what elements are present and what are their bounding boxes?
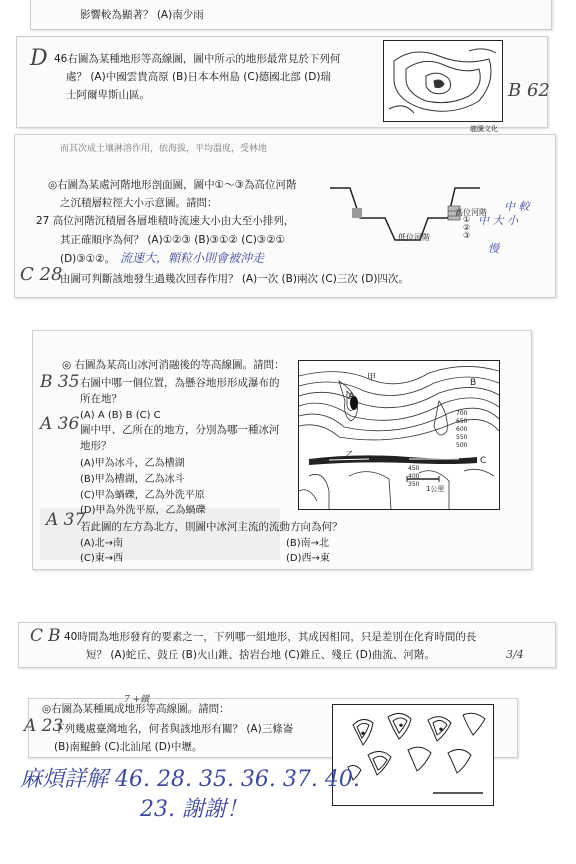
river-terrace-profile-figure: [330, 178, 480, 258]
glacier-contour-350: 350: [408, 481, 420, 488]
q46-answer-mark: D: [30, 46, 48, 71]
q35-answer-mark: B 35: [40, 372, 80, 392]
block2-hand-side-note2: 中 較: [504, 200, 530, 213]
fig-label-low-terrace: 低位河階: [398, 233, 430, 242]
q27-line3: (D)③①②。: [60, 253, 116, 265]
glacier-contour-400: 400: [408, 473, 420, 480]
q46-line2: 處？ (A)中國雲貴高原 (B)日本本州島 (C)德國北部 (D)瑞: [66, 71, 331, 83]
handwritten-request-line2: 23. 謝謝！: [140, 797, 248, 822]
q28-answer-mark: C 28: [20, 264, 63, 285]
glacier-label-yi: 乙: [345, 451, 355, 461]
glacier-contour-500: 500: [456, 442, 468, 449]
q28-line: 由圖可判斷該地發生過幾次回春作用？ (A)一次 (B)兩次 (C)三次 (D)四次。: [60, 273, 409, 285]
glacier-label-jia: 甲: [367, 373, 377, 383]
q27-line2: 其正確順序為何？ (A)①②③ (B)③①② (C)③②①: [60, 234, 286, 246]
q46-figure-caption: 龍騰文化: [470, 125, 498, 133]
q27-line1: 27 高位河階沉積層各層堆積時流速大小由大至小排列，: [36, 215, 295, 227]
glacier-label-b: B: [470, 378, 477, 388]
q36-option-d: (D)甲為外洗平原，乙為蝸礫: [80, 505, 206, 516]
q37-option-c: (C)東→西: [80, 553, 124, 564]
fig-label-high-terrace: 高位河階: [455, 208, 487, 217]
q23-answer-mark: A 23: [24, 716, 64, 736]
block2-cut-top-line: 而其次成土壤淋溶作用，依海拔，平均溫度，受林地: [60, 144, 268, 154]
q36-option-c: (C)甲為蝸礫，乙為外洗平原: [80, 490, 205, 501]
q37-answer-mark: A 37: [46, 510, 86, 530]
block2-intro-line2: 之沉積層粒徑大小示意圖。請問：: [60, 197, 218, 209]
glacier-contour-600: 600: [456, 426, 468, 433]
block2-hand-side-note3: 慢: [488, 242, 499, 255]
glacier-scale-label: 1公里: [426, 485, 445, 493]
q40-answer-mark-2: B: [48, 626, 61, 646]
q37-line: 若此圖的左方為北方，則圖中冰河主流的流動方向為何？: [80, 521, 343, 533]
q36-line1: 圖中甲、乙所在的地方，分別為哪一種冰河: [80, 424, 280, 436]
fig-label-layer3: ③: [463, 231, 471, 240]
glacier-contour-450: 450: [408, 465, 420, 472]
q36-line2: 地形？: [80, 440, 112, 452]
q35-line1: 右圖中哪一個位置，為懸谷地形形成瀑布的: [80, 377, 280, 389]
block2-hand-side-note: 中 大 小: [478, 214, 518, 227]
q46-line1: 46右圖為某種地形等高線圖，圖中所示的地形最常見於下列何: [54, 53, 341, 65]
glacier-contour-550: 550: [456, 434, 468, 441]
q46-margin-note: B 62: [508, 80, 550, 101]
fig-label-layer1: ①: [463, 215, 471, 224]
q23-hand-top: 7 +鐵: [124, 695, 150, 705]
glacier-label-c: C: [480, 456, 487, 466]
q37-option-a: (A)北→南: [80, 538, 124, 549]
q40-answer-mark: C: [30, 626, 44, 646]
block2-intro-line1: ◎右圖為某處河階地形剖面圖，圖中①～③為高位河階: [48, 179, 297, 191]
q23-line1: 下列幾處臺灣地名，何者與該地形有關？ (A)三條崙: [54, 723, 294, 735]
q36-option-a: (A)甲為冰斗，乙為槽湖: [80, 458, 185, 469]
glacier-label-a: A: [348, 392, 355, 402]
q37-option-b: (B)南→北: [286, 538, 330, 549]
q46-contour-figure: [383, 40, 503, 122]
strip-top-text: 影響較為顯著？ (A)南少雨: [80, 9, 204, 21]
q36-answer-mark: A 36: [40, 414, 80, 434]
q46-line3: 士阿爾卑斯山區。: [66, 89, 150, 101]
q35-options: (A) A (B) B (C) C: [80, 410, 161, 421]
q40-hand-right: 3/4: [506, 648, 524, 661]
q40-line2: 短？ (A)蛇丘、鼓丘 (B)火山錐、捨岩台地 (C)錐丘、殘丘 (D)曲流、河階。: [86, 649, 435, 661]
q35-line2: 所在地？: [80, 393, 122, 405]
q23-intro: ◎右圖為某種風成地形等高線圖。請問：: [42, 703, 230, 715]
q36-option-b: (B)甲為槽湖，乙為冰斗: [80, 474, 185, 485]
glacier-contour-700: 700: [456, 410, 468, 417]
q40-line1: 40時間為地形發育的要素之一，下列哪一組地形，其成因相同，只是差別在化育時間的長: [64, 631, 477, 643]
handwritten-request-line1: 麻煩詳解 46. 28. 35. 36. 37. 40.: [20, 767, 360, 792]
glacier-contour-650: 650: [456, 418, 468, 425]
fig-label-layer2: ②: [463, 223, 471, 232]
q37-option-d: (D)西→東: [286, 553, 330, 564]
q27-handwritten-note: 流速大，顆粒小則會被沖走: [120, 251, 265, 265]
block3-intro: ◎ 右圖為某高山冰河消融後的等高線圖。請問：: [62, 359, 285, 371]
q23-line2: (B)南鯤鯓 (C)北汕尾 (D)中壢。: [54, 741, 203, 753]
